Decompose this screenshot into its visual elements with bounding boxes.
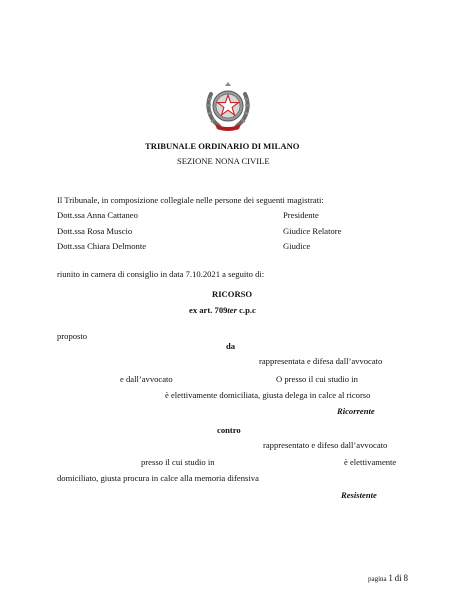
ricorso-title: RICORSO	[212, 289, 253, 299]
page-footer	[368, 573, 408, 583]
page-number: 1	[388, 573, 393, 583]
proposto-text: proposto	[57, 331, 88, 341]
italian-republic-emblem-icon	[203, 80, 253, 132]
petitioner-role: Ricorrente	[337, 406, 375, 416]
meeting-text: riunito in camera di consiglio in data 7.10.2021 a seguito di:	[57, 269, 265, 279]
judge-role: Giudice	[283, 241, 311, 251]
court-name: TRIBUNALE ORDINARIO DI MILANO	[145, 141, 300, 151]
judge-name: Dott.ssa Chiara Delmonte	[57, 241, 147, 251]
respondent-line-1: rappresentato e difeso dall’avvocato	[263, 440, 388, 450]
da-label: da	[226, 341, 236, 351]
of-word: di	[394, 573, 402, 583]
respondent-line-3: domiciliato, giusta procura in calce alla memoria difensiva	[57, 473, 259, 483]
petitioner-line-2a: e dall’avvocato	[120, 374, 173, 384]
petitioner-line-2b: O presso il cui studio in	[276, 374, 358, 384]
page-word: pagina	[368, 575, 387, 583]
petitioner-line-3: è elettivamente domiciliata, giusta delega in calce al ricorso	[165, 390, 371, 400]
page-total: 8	[403, 573, 408, 583]
petitioner-line-1: rappresentata e difesa dall’avvocato	[259, 356, 383, 366]
intro-text: Il Tribunale, in composizione collegiale nelle persone dei seguenti magistrati:	[57, 195, 324, 205]
court-section: SEZIONE NONA CIVILE	[177, 156, 270, 166]
judge-role: Giudice Relatore	[283, 226, 342, 236]
respondent-line-2a: presso il cui studio in	[141, 457, 215, 467]
respondent-role: Resistente	[341, 490, 377, 500]
contro-label: contro	[217, 425, 241, 435]
respondent-line-2b: è elettivamente	[344, 457, 397, 467]
ricorso-article: ex art. 709ter c.p.c	[189, 305, 256, 315]
judge-name: Dott.ssa Anna Cattaneo	[57, 210, 138, 220]
judge-name: Dott.ssa Rosa Muscio	[57, 226, 133, 236]
judge-role: Presidente	[283, 210, 319, 220]
